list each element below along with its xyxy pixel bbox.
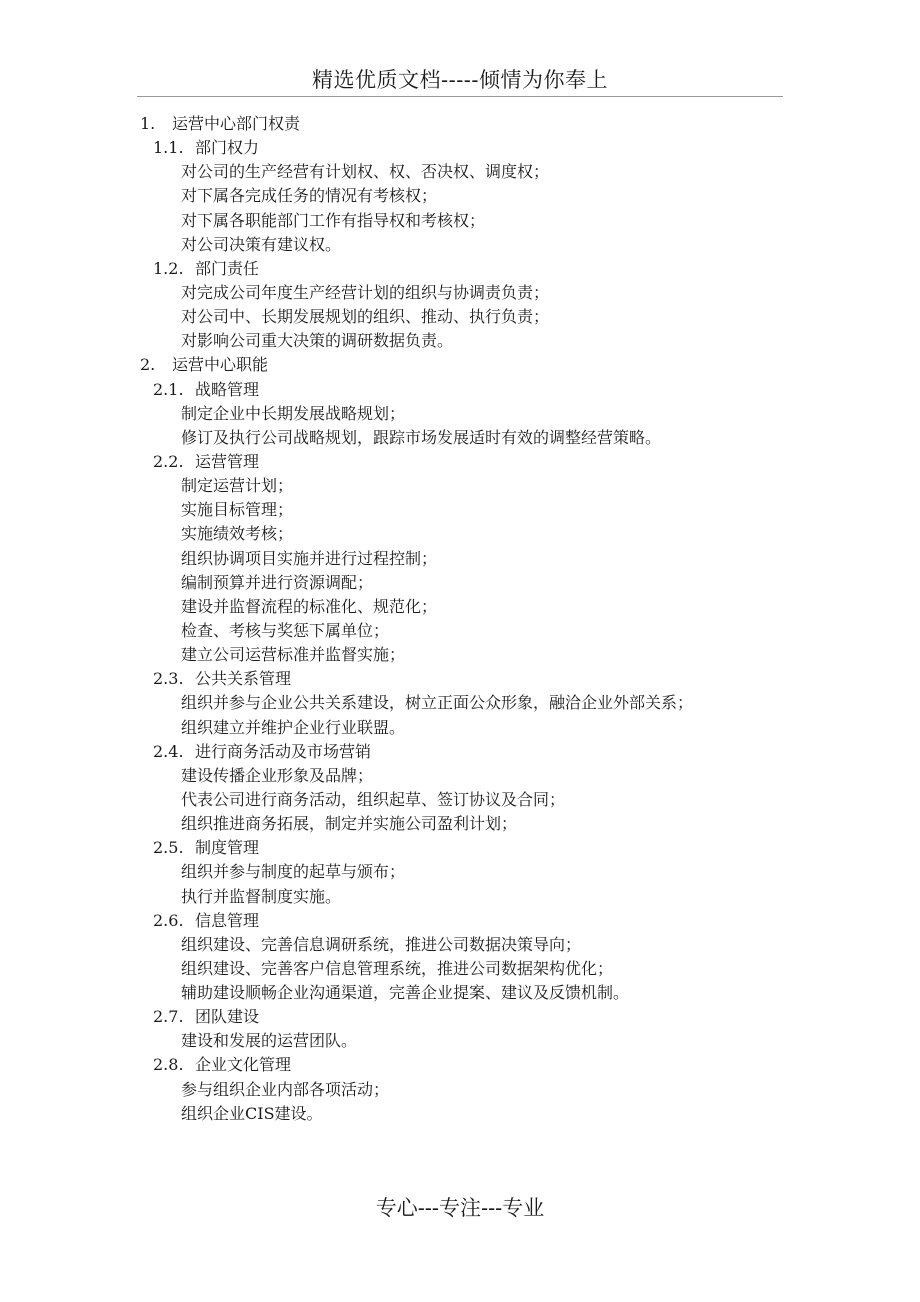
list-item: 参与组织企业内部各项活动； bbox=[181, 1079, 390, 1099]
section-title: 运营中心职能 bbox=[172, 355, 269, 375]
subsection-title: 企业文化管理 bbox=[195, 1055, 292, 1075]
list-item: 建立公司运营标准并监督实施； bbox=[181, 645, 406, 665]
section-number: 1. bbox=[140, 114, 156, 133]
subsection-title: 制度管理 bbox=[195, 838, 260, 858]
subsection-heading bbox=[0, 1053, 920, 1077]
subsection-number: 2.5. bbox=[153, 838, 184, 858]
list-item: 对公司决策有建议权。 bbox=[181, 234, 342, 254]
list-item: 对下属各完成任务的情况有考核权； bbox=[181, 186, 438, 206]
document-body bbox=[0, 112, 920, 1126]
subsection-number: 1.1. bbox=[153, 138, 184, 158]
list-item: 建设并监督流程的标准化、规范化； bbox=[181, 596, 438, 616]
subsection-heading bbox=[0, 136, 920, 160]
list-item: 实施绩效考核； bbox=[181, 524, 294, 544]
list-item: 修订及执行公司战略规划，跟踪市场发展适时有效的调整经营策略。 bbox=[181, 427, 662, 447]
list-item: 组织企业CIS建设。 bbox=[181, 1103, 323, 1123]
list-item: 组织并参与企业公共关系建设，树立正面公众形象，融洽企业外部关系； bbox=[181, 693, 694, 713]
page-footer: 专心---专注---专业 bbox=[375, 1196, 545, 1220]
subsection-number: 2.3. bbox=[153, 669, 184, 689]
list-item: 对公司中、长期发展规划的组织、推动、执行负责； bbox=[181, 307, 550, 327]
list-item: 对公司的生产经营有计划权、权、否决权、调度权； bbox=[181, 162, 550, 182]
list-item: 制定运营计划； bbox=[181, 476, 294, 496]
section-title: 运营中心部门权责 bbox=[172, 114, 301, 133]
list-item: 制定企业中长期发展战略规划； bbox=[181, 403, 406, 423]
subsection-title: 运营管理 bbox=[195, 451, 260, 471]
subsection-number: 1.2. bbox=[153, 258, 184, 278]
subsection-heading bbox=[0, 667, 920, 691]
subsection-title: 信息管理 bbox=[195, 910, 260, 930]
subsection-heading bbox=[0, 836, 920, 860]
subsection-number: 2.6. bbox=[153, 910, 184, 930]
list-item: 建设传播企业形象及品牌； bbox=[181, 765, 374, 785]
list-item: 建设和发展的运营团队。 bbox=[181, 1031, 358, 1051]
header-divider bbox=[137, 96, 783, 97]
list-item: 执行并监督制度实施。 bbox=[181, 886, 342, 906]
subsection-title: 团队建设 bbox=[195, 1007, 260, 1027]
list-item: 组织并参与制度的起草与颁布； bbox=[181, 862, 406, 882]
subsection-number: 2.7. bbox=[153, 1007, 184, 1027]
subsection-heading bbox=[0, 1005, 920, 1029]
subsection-heading bbox=[0, 450, 920, 474]
subsection-title: 进行商务活动及市场营销 bbox=[195, 741, 372, 761]
list-item: 对下属各职能部门工作有指导权和考核权； bbox=[181, 210, 486, 230]
list-item: 对影响公司重大决策的调研数据负责。 bbox=[181, 331, 454, 351]
list-item: 组织推进商务拓展，制定并实施公司盈利计划； bbox=[181, 814, 518, 834]
subsection-heading bbox=[0, 257, 920, 281]
section-heading bbox=[0, 112, 920, 136]
list-item: 检查、考核与奖惩下属单位； bbox=[181, 620, 390, 640]
section-heading bbox=[0, 353, 920, 377]
list-item: 对完成公司年度生产经营计划的组织与协调责负责； bbox=[181, 282, 550, 302]
subsection-title: 部门权力 bbox=[195, 138, 260, 158]
page-header: 精选优质文档-----倾情为你奉上 bbox=[312, 68, 608, 92]
subsection-title: 公共关系管理 bbox=[195, 669, 292, 689]
list-item: 组织建设、完善信息调研系统，推进公司数据决策导向； bbox=[181, 934, 582, 954]
subsection-title: 部门责任 bbox=[195, 258, 260, 278]
list-item: 实施目标管理； bbox=[181, 500, 294, 520]
list-item: 辅助建设顺畅企业沟通渠道，完善企业提案、建议及反馈机制。 bbox=[181, 983, 630, 1003]
list-item: 代表公司进行商务活动，组织起草、签订协议及合同； bbox=[181, 789, 566, 809]
subsection-heading bbox=[0, 909, 920, 933]
subsection-number: 2.2. bbox=[153, 451, 184, 471]
section-number: 2. bbox=[140, 355, 156, 375]
subsection-number: 2.1. bbox=[153, 379, 184, 399]
list-item: 组织协调项目实施并进行过程控制； bbox=[181, 548, 438, 568]
subsection-heading bbox=[0, 378, 920, 402]
subsection-number: 2.4. bbox=[153, 741, 184, 761]
subsection-heading bbox=[0, 740, 920, 764]
list-item: 组织建立并维护企业行业联盟。 bbox=[181, 717, 406, 737]
subsection-title: 战略管理 bbox=[195, 379, 260, 399]
subsection-number: 2.8. bbox=[153, 1055, 184, 1075]
list-item: 编制预算并进行资源调配； bbox=[181, 572, 374, 592]
list-item: 组织建设、完善客户信息管理系统，推进公司数据架构优化； bbox=[181, 958, 614, 978]
